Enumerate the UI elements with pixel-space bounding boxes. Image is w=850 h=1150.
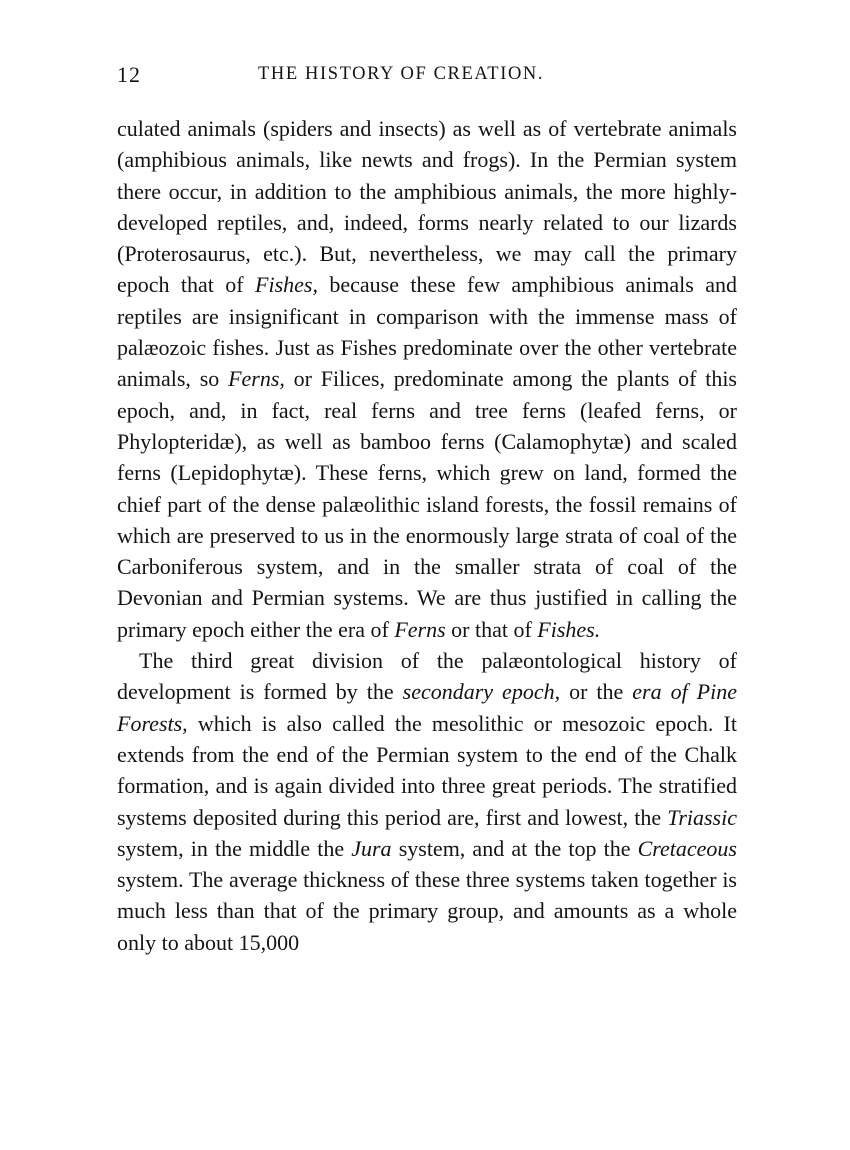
text-run: or that of — [445, 616, 538, 642]
text-run: because these few amphibious animals and reptiles are insignificant in comparison with the immense mass of palæozoic fishes. Just as Fishes predominate over the other vertebrate animals, so — [117, 272, 737, 392]
running-head — [117, 62, 737, 92]
text-run: system, in the middle the — [117, 835, 352, 861]
text-run: or Filices, predominate among the plants of this epoch, and, in fact, real ferns and tree ferns (leafed ferns, or Phylopteridæ), as well as bamboo ferns (Calamophytæ) and scaled ferns (Lepidophytæ). These ferns, which grew on land, formed the chief part of the dense palæolithic island forests, the fossil remains of which are preserved to us in the enormously large strata of coal of the Carboniferous system, and in the smaller strata of coal of the Devonian and Permian systems. We are thus justified in calling the primary epoch either the era of — [117, 366, 737, 642]
italic-term: Fishes. — [537, 616, 601, 642]
paragraph-secondary-epoch — [117, 645, 737, 958]
italic-term: Ferns, — [228, 366, 285, 392]
text-run: culated animals (spiders and insects) as well as of vertebrate animals (amphibious animals, like newts and frogs). In the Permian system there occur, in addition to the amphibious animals, the more highly-developed reptiles, and, indeed, forms nearly related to our lizards (Proterosaurus, etc.). But, nevertheless, we may call the primary epoch that of — [117, 116, 737, 298]
italic-term: Ferns — [394, 616, 446, 642]
text-run: or the — [560, 679, 633, 705]
italic-term: Jura — [351, 835, 392, 861]
running-title: THE HISTORY OF CREATION. — [258, 64, 545, 84]
paragraph-primary-epoch — [117, 113, 737, 645]
text-run: which is also called the mesolithic or mesozoic epoch. It extends from the end of the Permian system to the end of the Chalk formation, and is again divided into three great periods. The stratified systems deposited during this period are, first and lowest, the — [117, 710, 737, 830]
italic-term: Cretaceous — [637, 835, 737, 861]
page-number: 12 — [117, 62, 141, 87]
text-run: system, and at the top the — [391, 835, 638, 861]
italic-term: Triassic — [667, 804, 737, 830]
text-run: system. The average thickness of these three systems taken together is much less than that of the primary group, and amounts as a whole only to about 15,000 — [117, 867, 737, 955]
body-text — [117, 113, 737, 958]
italic-term: secondary epoch, — [402, 679, 561, 705]
italic-term: era of Pine Forests, — [117, 679, 737, 736]
italic-term: Fishes, — [255, 272, 318, 298]
text-run: The third great division of the palæontological history of development is formed by the — [117, 648, 737, 705]
